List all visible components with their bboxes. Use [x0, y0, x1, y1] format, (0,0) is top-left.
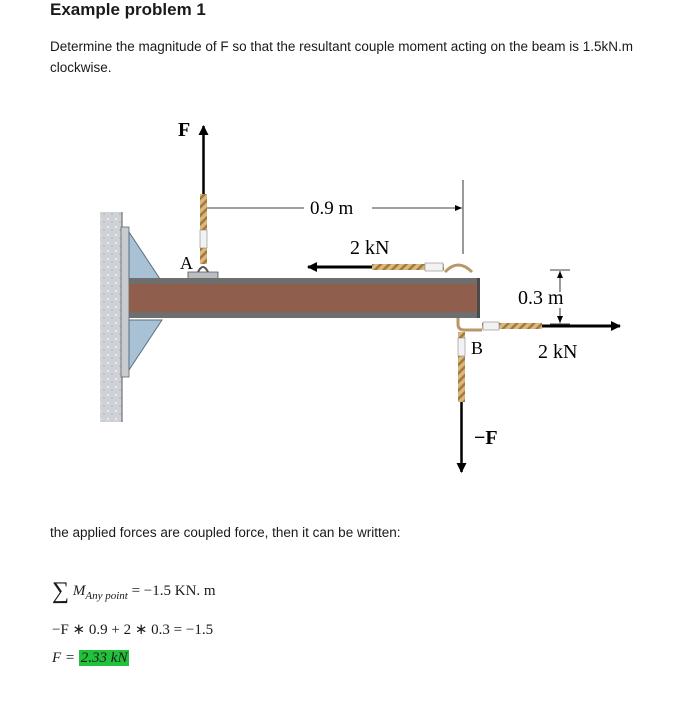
moment-equation	[52, 578, 216, 605]
problem-statement: Determine the magnitude of F so that the resultant couple moment acting on the beam is 1.5kN.m clockwise.	[50, 39, 634, 75]
force-equation: −F ∗ 0.9 + 2 ∗ 0.3 = −1.5	[52, 622, 214, 638]
answer-lhs: F =	[52, 650, 79, 666]
beam-bottom-flange	[129, 312, 479, 318]
rope-a	[200, 194, 207, 264]
lower-bracket	[129, 320, 162, 370]
beam-figure	[90, 112, 650, 482]
beam	[129, 284, 479, 312]
force-2kN-left-label: 2 kN	[350, 237, 390, 259]
answer-value: 2.33 kN	[80, 650, 128, 666]
sigma-symbol: ∑	[52, 578, 70, 604]
label-F: F	[178, 119, 191, 141]
wall-plate	[121, 227, 129, 377]
answer-line	[52, 650, 129, 667]
dim-0-9-label: 0.9 m	[310, 198, 354, 219]
upper-bracket	[129, 232, 162, 282]
solution-intro: the applied forces are coupled force, then it can be written:	[50, 525, 401, 540]
beam-top-flange	[129, 278, 479, 284]
label-B: B	[471, 338, 484, 358]
page-title: Example problem 1	[50, 0, 206, 19]
dim-0-3-label: 0.3 m	[518, 287, 564, 309]
force-2kN-right-label: 2 kN	[538, 341, 578, 363]
wall	[100, 212, 122, 422]
moment-rhs: = −1.5 KN. m	[127, 583, 216, 599]
label-negF: −F	[474, 427, 498, 449]
moment-subscript: Any point	[85, 590, 128, 602]
moment-symbol: M	[72, 583, 86, 599]
label-A: A	[180, 253, 193, 273]
